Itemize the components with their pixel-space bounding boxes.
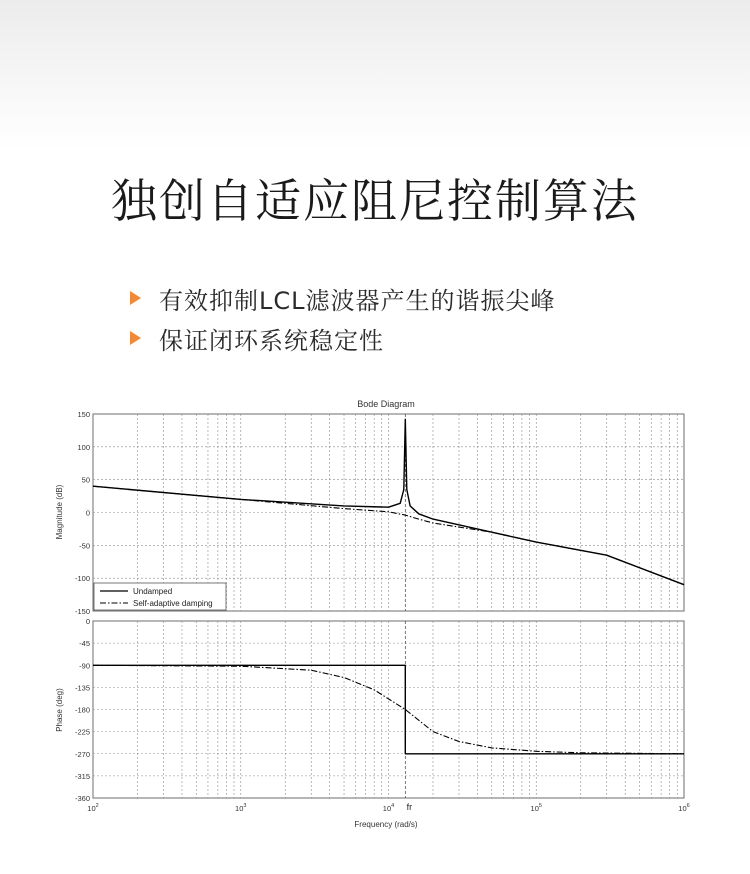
- header-background: [0, 0, 750, 150]
- magnitude-tick-label: -50: [79, 541, 90, 551]
- legend-label-undamped: Undamped: [133, 587, 173, 596]
- phase-tick-label: -360: [74, 794, 90, 803]
- magnitude-axis-label: Magnitude (dB): [55, 484, 64, 540]
- feature-text: 有效抑制LCL滤波器产生的谐振尖峰: [159, 286, 556, 315]
- feature-item: [130, 278, 556, 318]
- phase-tick-label: -135: [74, 683, 90, 693]
- legend: [94, 583, 226, 610]
- feature-text: 保证闭环系统稳定性: [159, 326, 384, 355]
- phase-tick-label: -45: [79, 639, 90, 649]
- chart-title: Bode Diagram: [357, 399, 415, 409]
- resonance-frequency-label: fr: [406, 802, 413, 812]
- frequency-tick-label: $10^3$: [235, 803, 247, 813]
- phase-tick-label: -225: [74, 727, 90, 737]
- feature-item: [130, 318, 556, 358]
- frequency-ticks: [87, 803, 689, 813]
- magnitude-y-ticks: [75, 410, 90, 616]
- magnitude-tick-label: 100: [77, 442, 90, 452]
- phase-tick-label: 0: [85, 617, 90, 626]
- magnitude-tick-label: -150: [74, 607, 90, 616]
- frequency-tick-label: $10^4$: [382, 803, 395, 813]
- magnitude-tick-label: 0: [85, 508, 90, 518]
- frequency-axis-label: Frequency (rad/s): [354, 820, 418, 829]
- phase-y-ticks: [75, 617, 90, 803]
- phase-tick-label: -180: [74, 705, 90, 715]
- triangle-bullet-icon: [130, 331, 141, 345]
- magnitude-tick-label: 50: [81, 475, 90, 485]
- frequency-tick-label: $10^6$: [678, 803, 690, 813]
- phase-plot: [55, 617, 684, 803]
- magnitude-plot: [55, 410, 684, 616]
- phase-tick-label: -270: [74, 749, 90, 759]
- phase-tick-label: -315: [74, 771, 90, 781]
- phase-axis-label: Phase (deg): [55, 688, 64, 732]
- frequency-tick-label: $10^5$: [530, 803, 542, 813]
- magnitude-tick-label: -100: [74, 574, 90, 584]
- phase-tick-label: -90: [79, 661, 90, 671]
- frequency-tick-label: $10^2$: [87, 803, 99, 813]
- feature-list: [130, 278, 556, 358]
- triangle-bullet-icon: [130, 291, 141, 305]
- bode-diagram: [0, 390, 750, 840]
- page-title: 独创自适应阻尼控制算法: [111, 174, 639, 228]
- magnitude-tick-label: 150: [77, 410, 90, 419]
- legend-label-damped: Self-adaptive damping: [133, 599, 213, 608]
